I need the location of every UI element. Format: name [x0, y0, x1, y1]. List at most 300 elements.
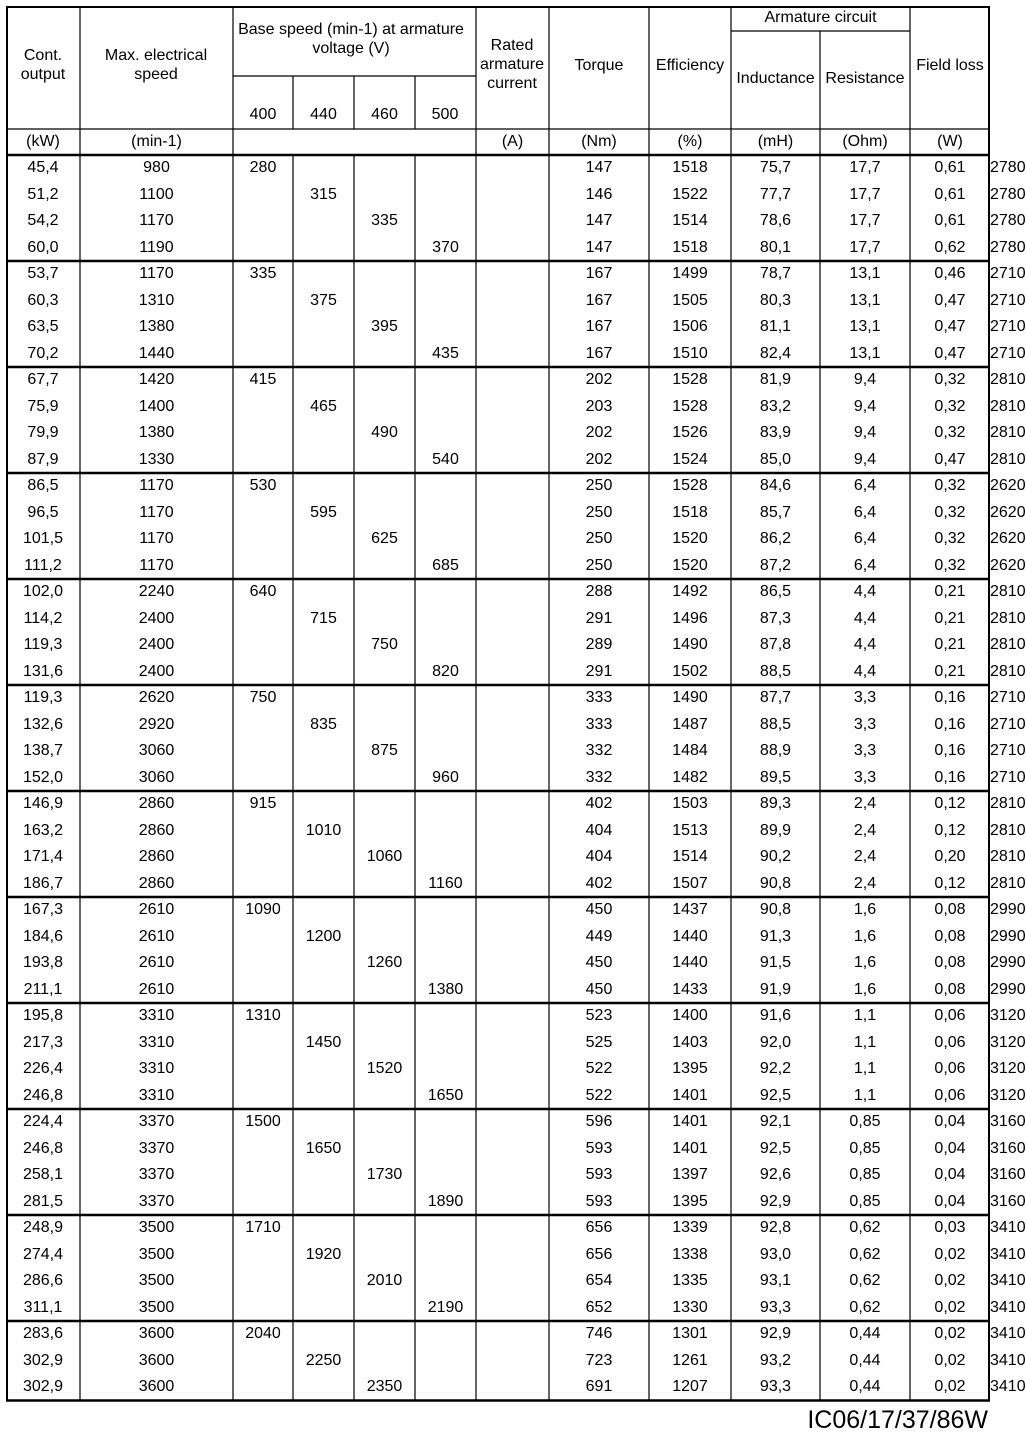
table-cell: 171,4 [22, 848, 64, 865]
table-cell-base-speed: 395 [371, 318, 398, 335]
table-cell: 80,3 [759, 291, 792, 309]
table-cell: 93,2 [759, 1351, 792, 1369]
header-efficiency: Efficiency [655, 57, 725, 74]
table-cell: 1190 [139, 238, 174, 256]
header-rated-current: Rated armature current [479, 37, 545, 92]
table-cell: 2400 [138, 609, 175, 627]
table-cell: 92,5 [759, 1086, 792, 1104]
table-cell: 1490 [672, 636, 708, 653]
table-cell: 1,1 [853, 1007, 877, 1024]
table-cell: 1401 [672, 1086, 708, 1104]
table-cell: 63,5 [27, 318, 59, 335]
table-cell: 1100 [139, 185, 174, 203]
table-cell: 2610 [138, 980, 175, 998]
table-cell: 0,32 [934, 424, 966, 441]
table-cell: 81,1 [759, 318, 792, 335]
table-cell: 746 [585, 1325, 613, 1342]
table-cell: 2710 [990, 689, 1026, 706]
table-cell: 0,21 [934, 583, 966, 600]
table-cell: 6,4 [853, 556, 877, 574]
table-cell: 3310 [138, 1060, 175, 1077]
table-cell: 0,32 [934, 530, 966, 547]
table-cell: 2810 [990, 424, 1026, 441]
table-cell: 13,1 [849, 318, 881, 335]
table-cell: 0,21 [934, 662, 966, 680]
table-cell: 593 [585, 1166, 613, 1183]
table-cell: 96,5 [27, 503, 59, 521]
table-cell: 0,61 [934, 185, 966, 203]
unit-a: (A) [501, 133, 524, 150]
table-cell: 53,7 [27, 265, 59, 282]
table-cell: 147 [585, 212, 613, 229]
table-cell: 6,4 [853, 503, 877, 521]
table-cell: 1,1 [853, 1033, 877, 1051]
table-cell: 593 [585, 1139, 613, 1157]
table-cell: 0,85 [849, 1113, 881, 1130]
table-cell: 86,2 [759, 530, 792, 547]
table-cell: 6,4 [853, 477, 877, 494]
table-cell: 1518 [672, 238, 708, 256]
table-cell: 17,7 [849, 212, 881, 229]
table-cell: 4,4 [853, 583, 877, 600]
table-cell: 0,02 [934, 1272, 966, 1289]
table-cell: 92,8 [759, 1219, 792, 1236]
table-cell: 450 [585, 954, 613, 971]
table-cell-base-speed: 1650 [427, 1086, 464, 1104]
table-cell: 2710 [990, 344, 1026, 362]
table-cell: 152,0 [22, 768, 64, 786]
table-cell: 3410 [990, 1245, 1026, 1263]
table-cell: 1401 [672, 1139, 708, 1157]
table-cell: 0,61 [934, 212, 966, 229]
table-cell: 0,02 [934, 1325, 966, 1342]
table-cell: 91,5 [759, 954, 792, 971]
table-cell: 2990 [990, 980, 1026, 998]
table-cell: 1395 [672, 1060, 708, 1077]
table-cell: 288 [585, 583, 613, 600]
table-cell: 184,6 [22, 927, 64, 945]
table-cell: 3500 [138, 1272, 175, 1289]
table-cell-base-speed: 1090 [245, 901, 281, 918]
table-cell: 90,8 [759, 874, 792, 892]
table-cell: 0,02 [934, 1351, 966, 1369]
table-cell-base-speed: 1380 [427, 980, 464, 998]
table-cell: 9,4 [853, 397, 877, 415]
table-cell: 0,44 [849, 1325, 881, 1342]
table-cell: 60,3 [27, 291, 59, 309]
table-cell: 1,6 [853, 927, 877, 945]
table-cell: 980 [143, 159, 170, 176]
table-cell: 1,6 [853, 954, 877, 971]
table-cell: 593 [585, 1192, 613, 1210]
table-cell: 3060 [138, 742, 175, 759]
table-cell: 2810 [990, 636, 1026, 653]
table-cell: 449 [585, 927, 613, 945]
table-cell: 0,46 [934, 265, 966, 282]
table-cell: 0,06 [934, 1086, 966, 1104]
table-cell: 333 [585, 715, 613, 733]
table-cell: 1395 [672, 1192, 708, 1210]
table-cell: 0,47 [934, 344, 966, 362]
table-cell: 291 [585, 609, 613, 627]
table-cell: 92,9 [759, 1192, 792, 1210]
table-cell: 3410 [990, 1378, 1026, 1395]
table-cell: 163,2 [22, 821, 64, 839]
table-cell-base-speed: 335 [371, 212, 398, 229]
table-cell: 3370 [138, 1192, 175, 1210]
table-cell-base-speed: 595 [310, 503, 337, 521]
table-cell: 1507 [672, 874, 708, 892]
table-cell: 0,47 [934, 450, 966, 468]
table-cell: 167 [585, 318, 613, 335]
table-cell: 146 [585, 185, 613, 203]
unit-nm: (Nm) [581, 133, 617, 150]
table-cell: 88,5 [759, 715, 792, 733]
table-cell: 13,1 [849, 291, 881, 309]
table-cell: 2810 [990, 662, 1026, 680]
table-cell: 1496 [672, 609, 708, 627]
table-cell: 2710 [990, 291, 1026, 309]
table-cell-base-speed: 625 [371, 530, 398, 547]
table-cell: 525 [585, 1033, 613, 1051]
table-cell: 0,62 [849, 1219, 881, 1236]
table-cell-base-speed: 1650 [305, 1139, 342, 1157]
table-cell-base-speed: 685 [432, 556, 459, 574]
table-cell: 0,06 [934, 1060, 966, 1077]
table-cell-base-speed: 1010 [305, 821, 342, 839]
table-cell: 0,16 [934, 768, 966, 786]
table-cell: 1403 [672, 1033, 708, 1051]
table-cell: 0,02 [934, 1298, 966, 1316]
table-cell: 3410 [990, 1325, 1026, 1342]
table-cell: 3160 [990, 1113, 1026, 1130]
table-cell: 404 [585, 848, 613, 865]
table-cell: 60,0 [27, 238, 59, 256]
table-cell: 101,5 [22, 530, 64, 547]
table-cell: 0,12 [934, 821, 966, 839]
table-cell: 0,85 [849, 1166, 881, 1183]
table-cell: 0,03 [934, 1219, 966, 1236]
table-cell: 2710 [990, 265, 1026, 282]
table-cell: 2710 [990, 768, 1026, 786]
table-cell: 0,62 [934, 238, 966, 256]
table-cell: 3120 [990, 1007, 1026, 1024]
table-cell: 83,9 [759, 424, 792, 441]
table-cell: 522 [585, 1060, 613, 1077]
table-cell: 2810 [990, 874, 1026, 892]
table-cell: 3160 [990, 1139, 1026, 1157]
table-cell: 2860 [138, 848, 175, 865]
table-cell: 131,6 [22, 662, 64, 680]
table-cell: 2810 [990, 583, 1026, 600]
table-cell: 167 [585, 344, 613, 362]
table-cell: 1170 [139, 477, 174, 494]
table-cell: 1339 [672, 1219, 708, 1236]
table-cell: 2780 [990, 212, 1026, 229]
table-cell-base-speed: 820 [432, 662, 459, 680]
table-cell: 0,08 [934, 927, 966, 945]
table-cell: 2780 [990, 238, 1026, 256]
table-cell: 691 [585, 1378, 613, 1395]
table-cell: 1518 [672, 159, 708, 176]
table-cell: 1437 [672, 901, 708, 918]
table-cell: 147 [585, 238, 613, 256]
table-cell: 2710 [990, 318, 1026, 335]
table-cell: 1170 [139, 556, 174, 574]
table-cell: 1440 [672, 927, 708, 945]
table-cell: 1514 [672, 212, 708, 229]
table-cell: 2710 [990, 715, 1026, 733]
table-cell: 3,3 [853, 715, 877, 733]
table-cell: 2,4 [853, 874, 877, 892]
table-cell: 6,4 [853, 530, 877, 547]
table-cell: 3370 [138, 1113, 175, 1130]
table-cell: 0,62 [849, 1245, 881, 1263]
table-cell: 656 [585, 1245, 613, 1263]
table-cell: 3500 [138, 1245, 175, 1263]
table-cell-base-speed: 1730 [366, 1166, 403, 1183]
unit-ohm: (Ohm) [842, 133, 888, 150]
table-cell: 3160 [990, 1166, 1026, 1183]
table-cell-base-speed: 540 [432, 450, 459, 468]
table-cell: 119,3 [23, 636, 63, 653]
table-cell-base-speed: 750 [371, 636, 398, 653]
table-cell-base-speed: 1260 [366, 954, 403, 971]
table-cell-base-speed: 960 [432, 768, 459, 786]
table-cell: 167,3 [22, 901, 64, 918]
header-armature-circuit: Armature circuit [764, 9, 877, 26]
table-cell-base-speed: 2350 [366, 1378, 403, 1395]
header-voltage-500: 500 [431, 106, 459, 123]
table-cell: 1170 [139, 212, 174, 229]
table-cell: 114,2 [23, 609, 63, 627]
table-cell: 1,6 [853, 980, 877, 998]
table-cell: 274,4 [22, 1245, 64, 1263]
table-cell: 2990 [990, 927, 1026, 945]
table-cell: 0,04 [934, 1166, 966, 1183]
table-cell: 0,62 [849, 1298, 881, 1316]
table-cell: 2810 [990, 371, 1026, 388]
table-cell: 332 [585, 742, 613, 759]
table-cell: 70,2 [27, 344, 59, 362]
table-cell: 3600 [138, 1378, 175, 1395]
table-cell: 283,6 [22, 1325, 64, 1342]
table-cell: 1207 [672, 1378, 708, 1395]
table-cell: 90,8 [759, 901, 792, 918]
table-cell: 0,85 [849, 1192, 881, 1210]
table-cell-base-speed: 280 [249, 159, 277, 176]
table-cell: 0,61 [934, 159, 966, 176]
table-cell-base-speed: 2040 [245, 1325, 281, 1342]
table-cell: 0,04 [934, 1113, 966, 1130]
table-cell: 1520 [672, 556, 708, 574]
table-cell: 91,6 [759, 1007, 792, 1024]
table-cell: 2,4 [853, 795, 877, 812]
table-cell: 1170 [139, 265, 174, 282]
table-cell: 250 [585, 530, 613, 547]
table-cell: 87,8 [759, 636, 792, 653]
table-cell: 1,1 [853, 1086, 877, 1104]
table-cell: 2860 [138, 821, 175, 839]
table-cell: 1526 [672, 424, 708, 441]
table-cell: 3370 [138, 1166, 175, 1183]
table-cell: 1522 [672, 185, 708, 203]
table-cell: 2990 [990, 901, 1026, 918]
table-cell: 4,4 [853, 636, 877, 653]
table-cell-base-speed: 1450 [305, 1033, 342, 1051]
table-cell: 13,1 [849, 265, 881, 282]
table-cell: 167 [585, 291, 613, 309]
table-cell: 224,4 [22, 1113, 64, 1130]
table-cell: 1482 [672, 768, 708, 786]
table-cell: 404 [585, 821, 613, 839]
table-cell: 1335 [672, 1272, 708, 1289]
table-cell-base-speed: 1890 [427, 1192, 464, 1210]
table-cell: 2620 [990, 477, 1026, 494]
table-cell-base-speed: 415 [249, 371, 277, 388]
table-cell: 1528 [672, 371, 708, 388]
table-cell: 1484 [672, 742, 708, 759]
table-cell: 87,3 [759, 609, 792, 627]
table-cell-base-speed: 370 [432, 238, 459, 256]
table-cell: 90,2 [759, 848, 792, 865]
table-cell: 402 [585, 874, 613, 892]
table-cell: 17,7 [849, 185, 881, 203]
table-cell: 1524 [672, 450, 708, 468]
table-cell-base-speed: 490 [371, 424, 398, 441]
table-cell: 146,9 [22, 795, 64, 812]
table-cell: 91,3 [759, 927, 792, 945]
table-cell: 4,4 [853, 609, 877, 627]
table-cell: 91,9 [759, 980, 792, 998]
table-cell: 0,32 [934, 477, 966, 494]
table-cell: 332 [585, 768, 613, 786]
table-cell: 92,9 [759, 1325, 792, 1342]
table-cell: 89,3 [759, 795, 792, 812]
table-cell: 202 [585, 450, 613, 468]
table-cell-base-speed: 835 [310, 715, 337, 733]
table-cell: 302,9 [22, 1378, 64, 1395]
unit-kw: (kW) [26, 133, 60, 150]
table-cell: 217,3 [22, 1033, 64, 1051]
document-code: IC06/17/37/86W [807, 1406, 988, 1434]
table-cell: 1492 [672, 583, 708, 600]
table-cell: 87,2 [759, 556, 792, 574]
header-cont-output: Cont. output [20, 47, 66, 83]
table-cell: 286,6 [22, 1272, 64, 1289]
table-cell: 3500 [138, 1219, 175, 1236]
table-cell: 0,08 [934, 954, 966, 971]
table-cell: 92,1 [759, 1113, 792, 1130]
table-cell: 88,9 [759, 742, 792, 759]
table-cell: 79,9 [27, 424, 59, 441]
table-cell: 1487 [672, 715, 708, 733]
table-cell: 3,3 [853, 768, 877, 786]
table-cell: 3500 [138, 1298, 175, 1316]
table-cell: 2610 [138, 954, 175, 971]
table-cell-base-speed: 1500 [245, 1113, 281, 1130]
table-cell: 1400 [138, 397, 175, 415]
table-cell: 193,8 [22, 954, 64, 971]
table-cell: 2400 [138, 636, 175, 653]
table-cell: 302,9 [22, 1351, 64, 1369]
table-cell: 0,12 [934, 874, 966, 892]
table-cell: 77,7 [759, 185, 792, 203]
table-cell: 2710 [990, 742, 1026, 759]
table-cell: 333 [585, 689, 613, 706]
table-cell: 78,7 [759, 265, 792, 282]
table-cell: 1380 [138, 424, 175, 441]
table-cell: 0,44 [849, 1351, 881, 1369]
table-cell: 0,04 [934, 1192, 966, 1210]
header-inductance: Inductance [736, 70, 815, 87]
table-cell: 246,8 [22, 1139, 64, 1157]
table-cell: 0,20 [934, 848, 966, 865]
table-cell: 88,5 [759, 662, 792, 680]
table-cell: 84,6 [759, 477, 792, 494]
table-cell: 1528 [672, 477, 708, 494]
unit-mh: (mH) [757, 133, 794, 150]
table-cell: 54,2 [27, 212, 59, 229]
table-cell: 2810 [990, 450, 1026, 468]
table-cell-base-speed: 1710 [245, 1219, 281, 1236]
table-cell: 1420 [138, 371, 175, 388]
table-cell: 202 [585, 424, 613, 441]
table-cell-base-speed: 1060 [366, 848, 403, 865]
table-cell: 289 [585, 636, 613, 653]
table-cell: 17,7 [849, 159, 881, 176]
table-cell-base-speed: 2250 [305, 1351, 342, 1369]
table-cell: 75,9 [27, 397, 59, 415]
unit-w: (W) [937, 133, 963, 150]
table-cell: 211,1 [23, 980, 63, 998]
table-cell: 0,62 [849, 1272, 881, 1289]
table-cell: 250 [585, 477, 613, 494]
table-cell: 291 [585, 662, 613, 680]
table-cell: 89,9 [759, 821, 792, 839]
table-cell: 4,4 [853, 662, 877, 680]
table-cell: 2620 [990, 503, 1026, 521]
table-cell: 102,0 [22, 583, 64, 600]
table-cell: 1440 [672, 954, 708, 971]
unit-percent: (%) [677, 133, 703, 150]
table-cell: 147 [585, 159, 613, 176]
table-cell: 3120 [990, 1060, 1026, 1077]
table-cell-base-speed: 2010 [366, 1272, 403, 1289]
table-cell-base-speed: 335 [249, 265, 277, 282]
table-cell: 0,16 [934, 689, 966, 706]
table-cell: 723 [585, 1351, 613, 1369]
table-cell: 3370 [138, 1139, 175, 1157]
table-cell: 2810 [990, 821, 1026, 839]
table-cell: 45,4 [27, 159, 59, 176]
table-cell: 0,47 [934, 318, 966, 335]
table-cell: 3060 [138, 768, 175, 786]
table-cell: 82,4 [759, 344, 792, 362]
table-cell: 1440 [138, 344, 175, 362]
table-cell: 0,06 [934, 1007, 966, 1024]
table-cell: 3310 [138, 1007, 175, 1024]
table-cell: 93,3 [759, 1298, 792, 1316]
table-cell: 9,4 [853, 424, 877, 441]
table-cell: 311,1 [23, 1298, 63, 1316]
table-cell: 2,4 [853, 848, 877, 865]
table-cell: 2860 [138, 795, 175, 812]
table-cell-base-speed: 750 [249, 689, 277, 706]
table-cell: 1261 [672, 1351, 708, 1369]
table-cell: 3410 [990, 1351, 1026, 1369]
table-cell: 523 [585, 1007, 613, 1024]
